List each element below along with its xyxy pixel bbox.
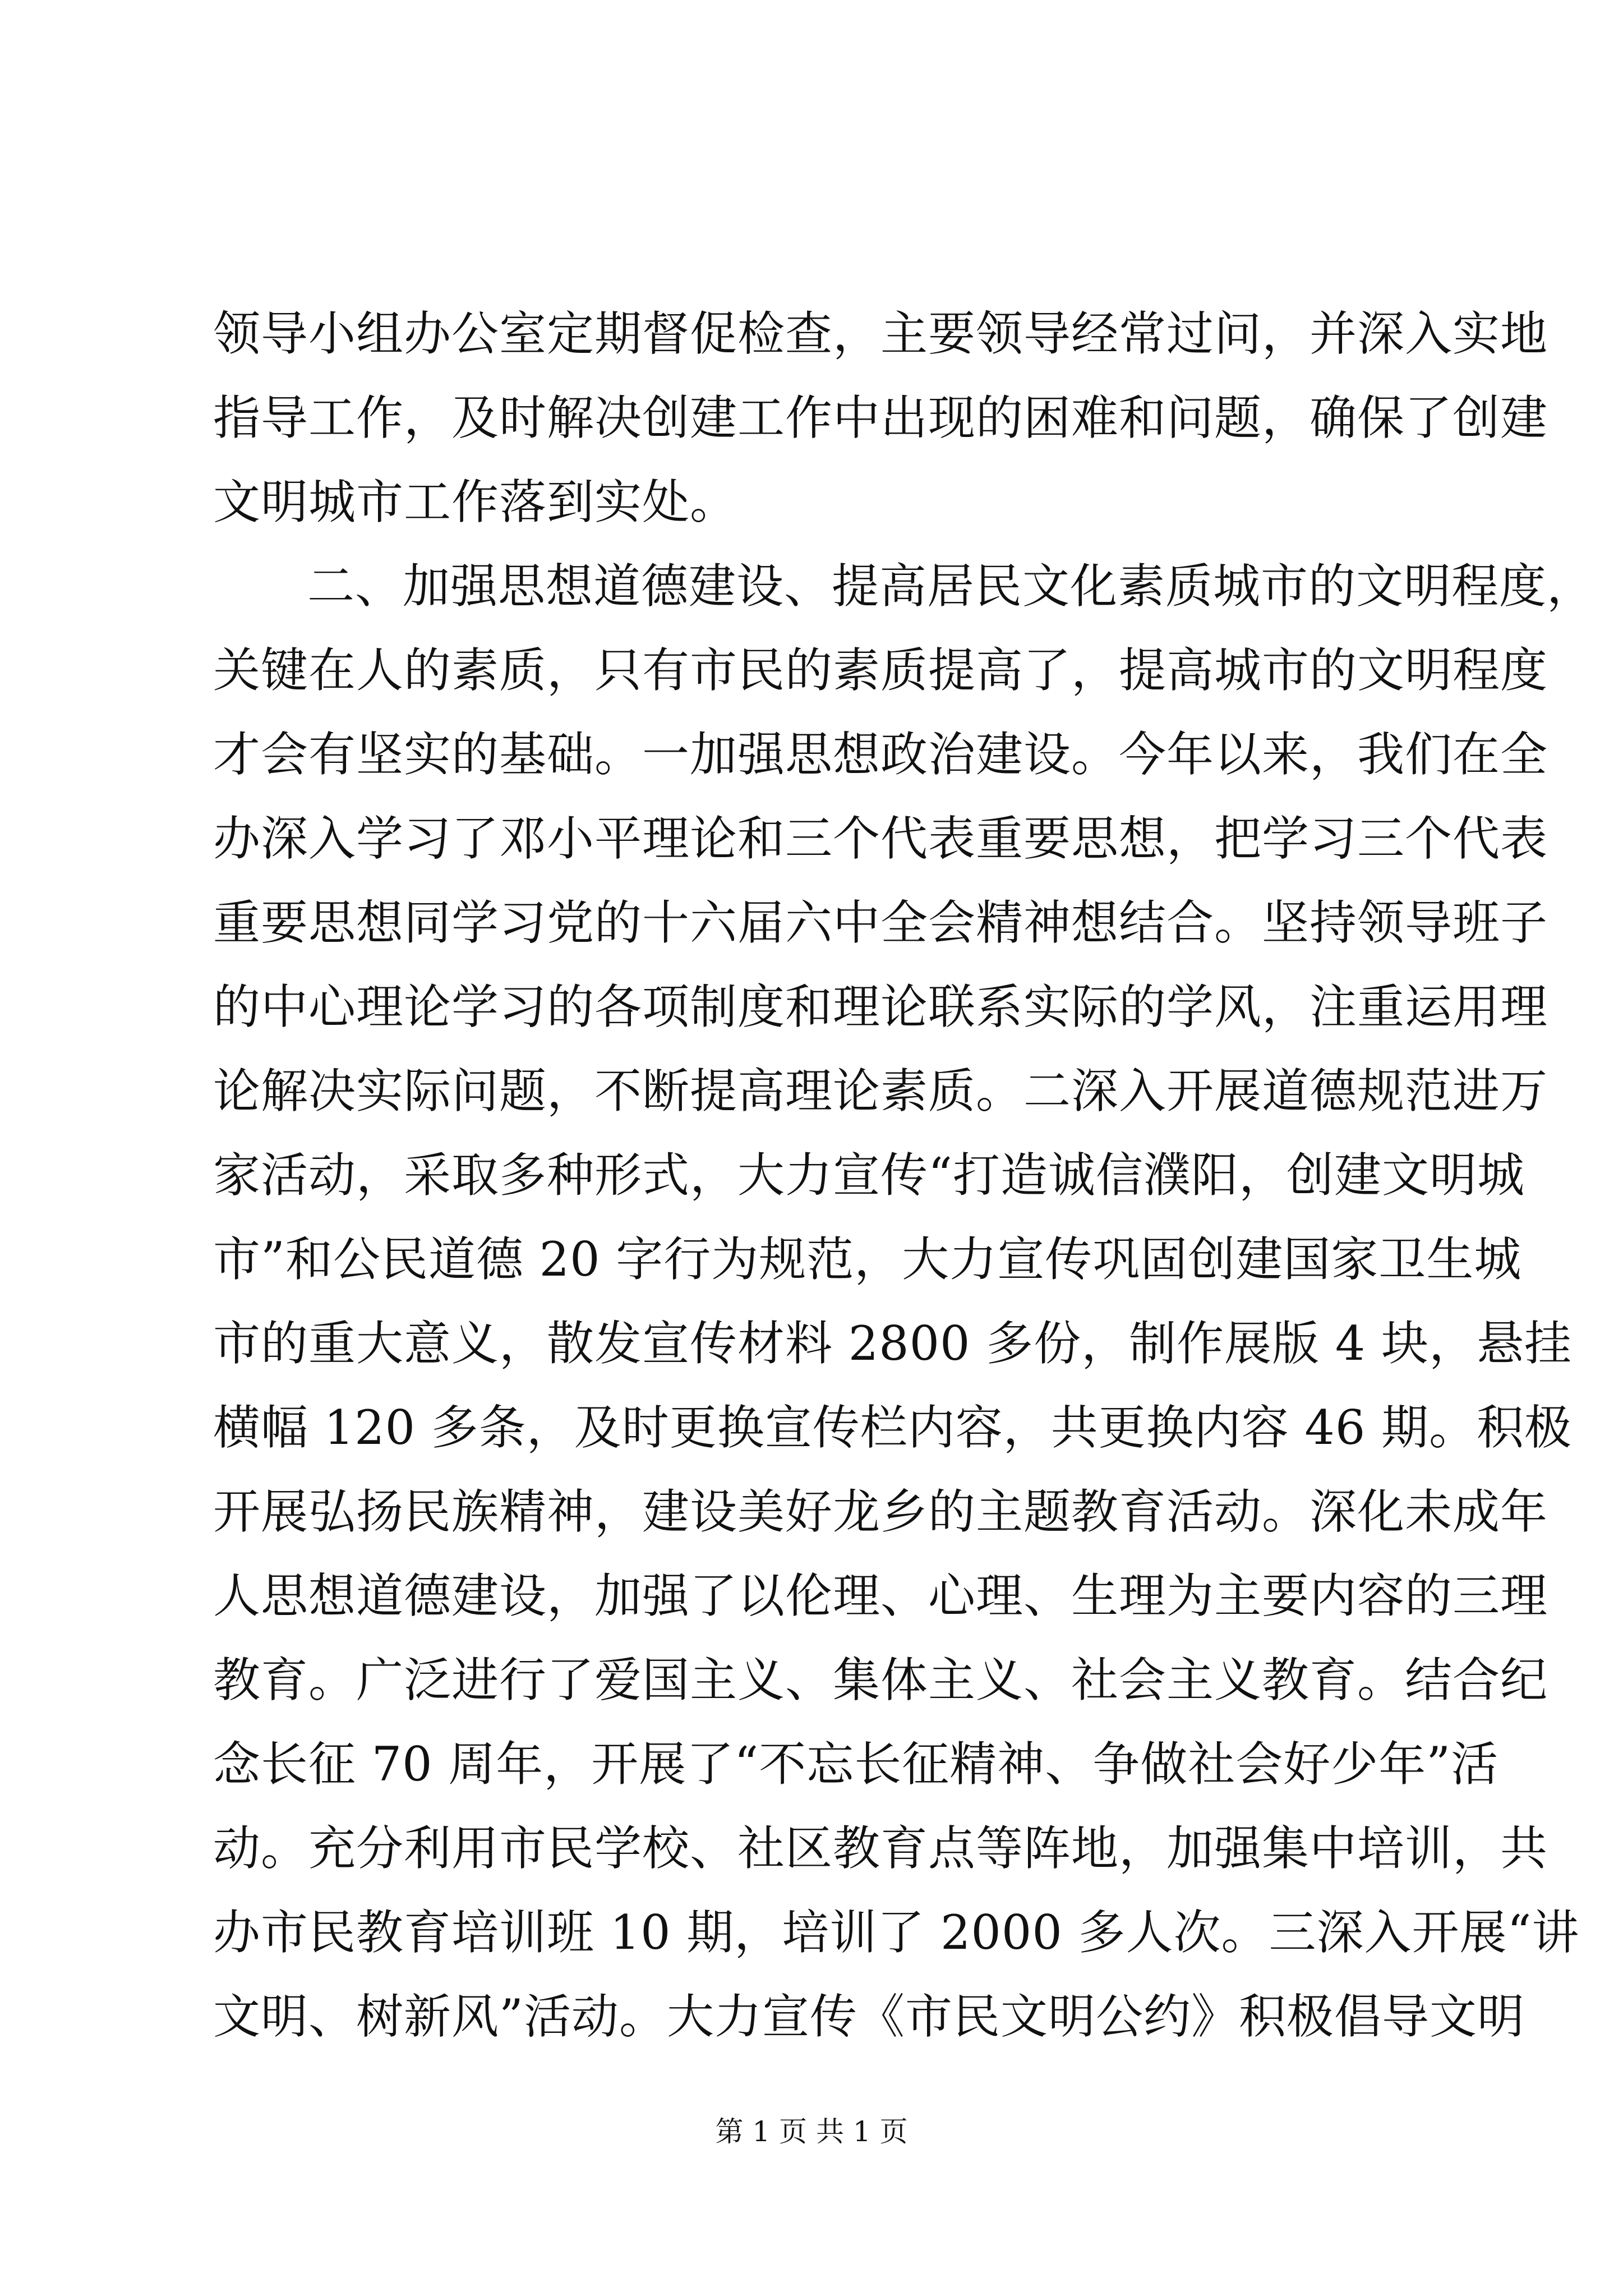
page-footer xyxy=(0,2109,1623,2154)
text-line: 才会有坚实的基础。一加强思想政治建设。今年以来，我们在全 xyxy=(213,727,1548,782)
text-line: 文明城市工作落到实处。 xyxy=(213,475,738,530)
text-line: 论解决实际问题，不断提高理论素质。二深入开展道德规范进万 xyxy=(213,1064,1548,1119)
text-line: 横幅 120 多条，及时更换宣传栏内容，共更换内容 46 期。积极 xyxy=(213,1400,1573,1455)
text-line: 市”和公民道德 20 字行为规范，大力宣传巩固创建国家卫生城 xyxy=(213,1232,1522,1287)
text-line: 的中心理论学习的各项制度和理论联系实际的学风，注重运用理 xyxy=(213,979,1548,1034)
text-line: 指导工作，及时解决创建工作中出现的困难和问题，确保了创建 xyxy=(213,390,1548,445)
text-line: 市的重大意义，散发宣传材料 2800 多份，制作展版 4 块，悬挂 xyxy=(213,1316,1573,1371)
text-line: 家活动，采取多种形式，大力宣传“打造诚信濮阳，创建文明城 xyxy=(213,1148,1525,1203)
text-line: 教育。广泛进行了爱国主义、集体主义、社会主义教育。结合纪 xyxy=(213,1653,1548,1708)
text-line: 动。充分利用市民学校、社区教育点等阵地，加强集中培训，共 xyxy=(213,1821,1548,1876)
text-line: 人思想道德建设，加强了以伦理、心理、生理为主要内容的三理 xyxy=(213,1568,1548,1623)
text-line: 关键在人的素质，只有市民的素质提高了，提高城市的文明程度 xyxy=(213,643,1548,698)
paragraph-start-line: 二、加强思想道德建设、提高居民文化素质城市的文明程度， xyxy=(307,559,1595,614)
text-line: 文明、树新风”活动。大力宣传《市民文明公约》积极倡导文明 xyxy=(213,1989,1525,2044)
text-line: 念长征 70 周年，开展了“不忘长征精神、争做社会好少年”活 xyxy=(213,1737,1499,1792)
body-text xyxy=(213,292,1595,2059)
text-line: 办深入学习了邓小平理论和三个代表重要思想，把学习三个代表 xyxy=(213,811,1548,866)
text-line: 办市民教育培训班 10 期，培训了 2000 多人次。三深入开展“讲 xyxy=(213,1905,1580,1960)
text-line: 开展弘扬民族精神，建设美好龙乡的主题教育活动。深化未成年 xyxy=(213,1484,1548,1539)
text-line: 领导小组办公室定期督促检查，主要领导经常过问，并深入实地 xyxy=(213,306,1548,361)
text-line: 重要思想同学习党的十六届六中全会精神想结合。坚持领导班子 xyxy=(213,895,1548,950)
page-number-label: 第 1 页 共 1 页 xyxy=(715,2115,908,2148)
